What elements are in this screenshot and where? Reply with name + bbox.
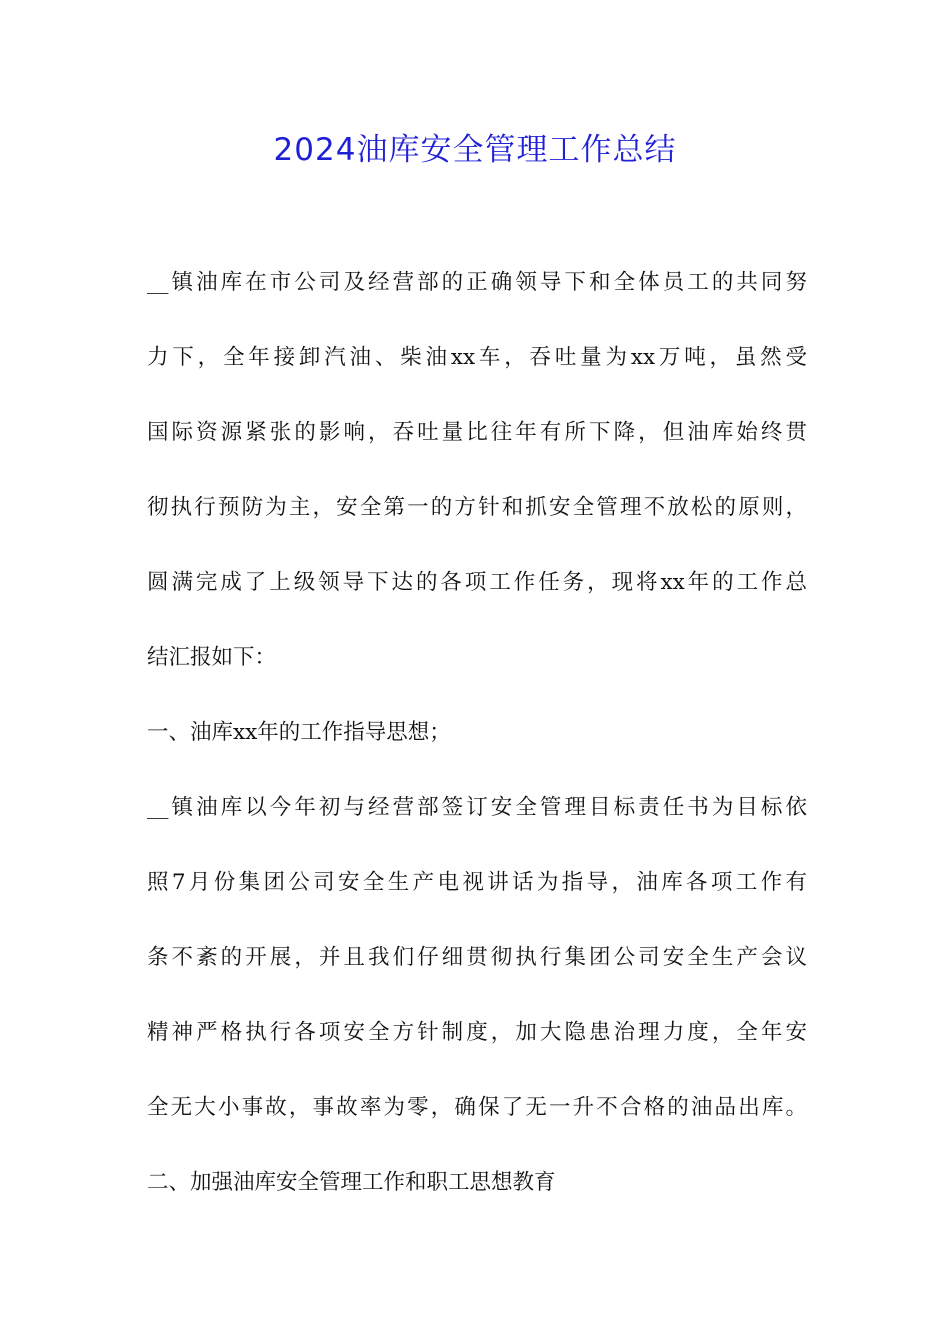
paragraph-2-line-1: __镇油库以今年初与经营部签订安全管理目标责任书为目标依 — [147, 795, 807, 820]
paragraph-1-line-4: 彻执行预防为主，安全第一的方针和抓安全管理不放松的原则， — [147, 495, 807, 520]
paragraph-2-line-3: 条不紊的开展，并且我们仔细贯彻执行集团公司安全生产会议 — [147, 945, 807, 970]
paragraph-2-line-2: 照7月份集团公司安全生产电视讲话为指导，油库各项工作有 — [147, 870, 807, 895]
paragraph-1-line-1: __镇油库在市公司及经营部的正确领导下和全体员工的共同努 — [147, 270, 807, 295]
paragraph-2-line-4: 精神严格执行各项安全方针制度，加大隐患治理力度，全年安 — [147, 1020, 807, 1045]
document-title: 2024油库安全管理工作总结 — [273, 132, 677, 168]
paragraph-1-line-2: 力下，全年接卸汽油、柴油xx车，吞吐量为xx万吨，虽然受 — [147, 345, 807, 370]
paragraph-1-line-3: 国际资源紧张的影响，吞吐量比往年有所下降，但油库始终贯 — [147, 420, 807, 445]
paragraph-2-line-5: 全无大小事故，事故率为零，确保了无一升不合格的油品出库。 — [147, 1095, 807, 1120]
paragraph-1-line-6: 结汇报如下： — [147, 645, 277, 670]
section-heading-1: 一、油库xx年的工作指导思想； — [147, 720, 451, 745]
section-heading-2: 二、加强油库安全管理工作和职工思想教育 — [147, 1170, 556, 1195]
paragraph-1-line-5: 圆满完成了上级领导下达的各项工作任务，现将xx年的工作总 — [147, 570, 807, 595]
